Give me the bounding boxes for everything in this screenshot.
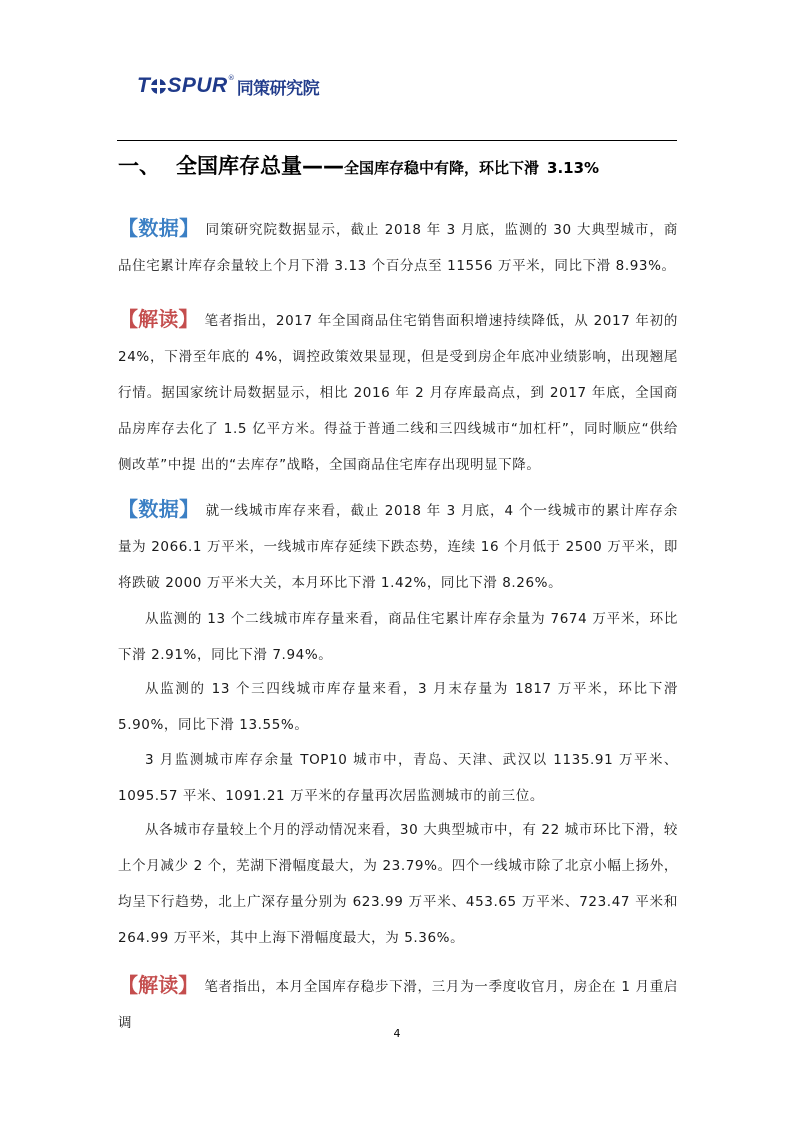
paragraph-text: 就一线城市库存来看，截止 2018 年 3 月底，4 个一线城市的累计库存余量为 2066.1 万平米，一线城市库存延续下跌态势，连续 16 个月低于 2500 万平米，即将跌破 2000 万平米大关，本月环比下滑 1.42%，同比下滑 8.26%。 xyxy=(118,503,679,591)
paragraph-text: 同策研究院数据显示，截止 2018 年 3 月底，监测的 30 大典型城市，商品住宅累计库存余量较上个月下滑 3.13 个百分点至 11556 万平米，同比下滑 8.93%。 xyxy=(118,222,678,274)
logo-letter-t: T xyxy=(137,74,151,97)
section-title-sub: 全国库存稳中有降，环比下滑 xyxy=(344,159,540,177)
paragraph-read-1 xyxy=(118,301,678,483)
data-tag: 【数据】 xyxy=(118,216,200,240)
logo-chinese: 同策研究院 xyxy=(236,78,320,99)
section-heading xyxy=(118,150,688,180)
data-tag: 【数据】 xyxy=(118,497,200,521)
paragraph-tier2-cities xyxy=(118,601,678,673)
section-title-percent: 3.13% xyxy=(547,159,600,177)
globe-icon xyxy=(151,79,166,94)
paragraph-text: 笔者指出，2017 年全国商品住宅销售面积增速持续降低，从 2017 年初的 24%，下滑至年底的 4%，调控政策效果显现，但是受到房企年底冲业绩影响，出现翘尾行情。据国家统计局数据显示，相比 2016 年 2 月存库最高点，到 2017 年底，全国商品房库存去化了 1.5 亿平方米。得益于普通二线和三四线城市“加杠杆”，同时顺应“供给侧改革”中提 出的“去库存”战略，全国商品住宅库存出现明显下降。 xyxy=(118,313,679,473)
paragraph-city-fluctuation xyxy=(118,812,678,956)
paragraph-text: 从监测的 13 个二线城市库存量来看，商品住宅累计库存余量为 7674 万平米，环比下滑 2.91%，同比下滑 7.94%。 xyxy=(118,611,678,663)
read-tag: 【解读】 xyxy=(118,307,199,331)
tospur-logo xyxy=(137,72,319,100)
section-number: 一、 xyxy=(118,154,160,178)
paragraph-data-1 xyxy=(118,210,678,284)
logo-letters-spur: SPUR xyxy=(167,74,228,97)
section-title-main: 全国库存总量—— xyxy=(176,154,344,178)
paragraph-text: 从监测的 13 个三四线城市库存量来看，3 月末存量为 1817 万平米，环比下滑 5.90%，同比下滑 13.55%。 xyxy=(118,681,678,733)
logo-english xyxy=(137,74,228,98)
read-tag: 【解读】 xyxy=(118,973,199,997)
paragraph-text: 笔者指出，本月全国库存稳步下滑，三月为一季度收官月，房企在 1 月重启调 xyxy=(118,979,679,1031)
header-divider xyxy=(117,140,677,141)
paragraph-text: 从各城市存量较上个月的浮动情况来看，30 大典型城市中，有 22 城市环比下滑，较上个月减少 2 个，芜湖下滑幅度最大，为 23.79%。四个一线城市除了北京小幅上扬外，均呈下行趋势，北上广深存量分别为 623.99 万平米、453.65 万平米、723.47 平米和 264.99 万平米，其中上海下滑幅度最大，为 5.36%。 xyxy=(118,822,678,946)
paragraph-tier3-4-cities xyxy=(118,671,678,743)
page-number: 4 xyxy=(393,1027,401,1040)
paragraph-top10-cities xyxy=(118,742,678,814)
paragraph-text: 3 月监测城市库存余量 TOP10 城市中，青岛、天津、武汉以 1135.91 万平米、1095.57 平米、1091.21 万平米的存量再次居监测城市的前三位。 xyxy=(118,752,678,804)
paragraph-data-2 xyxy=(118,491,678,601)
registered-mark: ® xyxy=(227,74,235,82)
